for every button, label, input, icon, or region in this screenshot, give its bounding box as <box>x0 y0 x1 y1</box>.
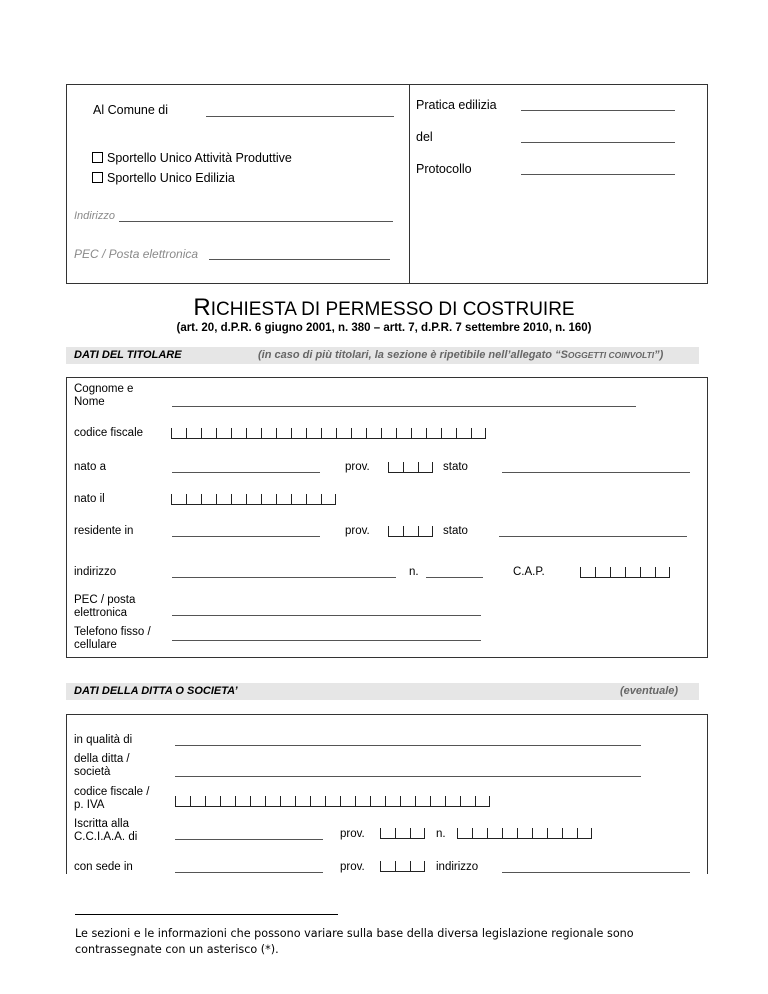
ditta-note: (eventuale) <box>620 685 679 697</box>
footnote: Le sezioni e le informazioni che possono variare sulla base della diversa legislazione regionale sono contrassegnate con un asterisco (*). <box>75 927 634 956</box>
nato-il-label: nato il <box>74 493 105 505</box>
cciaa-field[interactable] <box>175 839 323 840</box>
stato-label-2: stato <box>443 525 468 537</box>
page-subtitle: (art. 20, d.P.R. 6 giugno 2001, n. 380 – artt. 7, d.P.R. 7 settembre 2010, n. 160) <box>176 322 592 334</box>
cognome-label-1: Cognome e <box>74 383 134 395</box>
protocollo-field[interactable] <box>521 174 675 175</box>
ditta-label <box>74 753 130 779</box>
prov-boxes-2[interactable] <box>388 526 433 538</box>
cf-iva-label-1: codice fiscale / <box>74 786 150 798</box>
page-title <box>0 294 768 322</box>
cognome-field[interactable] <box>172 406 636 407</box>
header-divider <box>409 84 410 284</box>
cf-boxes[interactable] <box>171 428 486 440</box>
nato-a-label: nato a <box>74 461 106 473</box>
footnote-separator <box>75 914 338 915</box>
rea-boxes[interactable] <box>457 828 592 840</box>
prov-label: prov. <box>345 461 370 473</box>
titolare-header: DATI DEL TITOLARE <box>74 349 182 361</box>
cognome-label-2: Nome <box>74 396 105 408</box>
indirizzo-label-ditta: indirizzo <box>436 861 479 873</box>
title-rest: ICHIESTA DI PERMESSO DI COSTRUIRE <box>210 299 575 320</box>
comune-label: Al Comune di <box>93 103 169 117</box>
del-label: del <box>416 130 433 144</box>
cciaa-label <box>74 818 137 844</box>
prov-label-3: prov. <box>340 828 365 840</box>
prov-boxes-4[interactable] <box>380 861 425 873</box>
prov-label-4: prov. <box>340 861 365 873</box>
pratica-label: Pratica edilizia <box>416 98 497 112</box>
del-field[interactable] <box>521 142 675 143</box>
qualita-field[interactable] <box>175 745 641 746</box>
title-initial: R <box>193 294 211 321</box>
residente-label: residente in <box>74 525 134 537</box>
checkbox-icon[interactable] <box>92 152 103 163</box>
option-sue[interactable] <box>92 171 235 185</box>
nato-a-field[interactable] <box>172 472 320 473</box>
cciaa-label-2: C.C.I.A.A. di <box>74 831 138 843</box>
sede-field[interactable] <box>175 872 323 873</box>
pratica-field[interactable] <box>521 110 675 111</box>
titolare-note-post: ”) <box>654 349 664 361</box>
cap-boxes[interactable] <box>580 567 670 579</box>
prov-label-2: prov. <box>345 525 370 537</box>
cf-iva-label-2: p. IVA <box>74 799 105 811</box>
civico-label: n. <box>409 566 419 578</box>
residente-field[interactable] <box>172 536 320 537</box>
stato-field[interactable] <box>502 472 690 473</box>
ditta-header: DATI DELLA DITTA O SOCIETA’ <box>74 685 238 697</box>
cciaa-label-1: Iscritta alla <box>74 818 129 830</box>
pec-label-titolare <box>74 594 135 620</box>
ditta-panel <box>66 714 708 874</box>
sede-label: con sede in <box>74 861 133 873</box>
cf-iva-label <box>74 786 149 812</box>
telefono-field[interactable] <box>172 640 481 641</box>
cognome-label <box>74 383 133 409</box>
titolare-note-sc: OGGETTI COINVOLTI <box>567 350 655 360</box>
ditta-label-2: società <box>74 766 111 778</box>
telefono-label-2: cellulare <box>74 639 117 651</box>
pec-label: PEC / Posta elettronica <box>74 247 199 261</box>
stato-field-2[interactable] <box>499 536 687 537</box>
telefono-label-1: Telefono fisso / <box>74 626 151 638</box>
prov-boxes[interactable] <box>388 462 433 474</box>
telefono-label <box>74 626 151 652</box>
titolare-note-pre: (in caso di più titolari, la sezione è ripetibile nell’allegato “S <box>258 349 568 361</box>
civico-field[interactable] <box>426 577 483 578</box>
indirizzo-field[interactable] <box>119 221 393 222</box>
indirizzo-field-ditta[interactable] <box>502 872 690 873</box>
ditta-label-1: della ditta / <box>74 753 130 765</box>
option-suap[interactable] <box>92 151 292 165</box>
cap-label: C.A.P. <box>513 566 545 578</box>
pec-field[interactable] <box>209 259 390 260</box>
stato-label: stato <box>443 461 468 473</box>
prov-boxes-3[interactable] <box>380 828 425 840</box>
nato-il-boxes[interactable] <box>171 494 336 506</box>
option-suap-label: Sportello Unico Attività Produttive <box>107 151 292 165</box>
indirizzo-label-titolare: indirizzo <box>74 566 117 578</box>
option-sue-label: Sportello Unico Edilizia <box>107 171 235 185</box>
rea-label: n. <box>436 828 446 840</box>
indirizzo-field-titolare[interactable] <box>172 577 396 578</box>
cf-iva-boxes[interactable] <box>175 796 490 808</box>
comune-field[interactable] <box>206 116 394 117</box>
indirizzo-label: Indirizzo <box>74 210 115 222</box>
titolare-note <box>258 349 663 361</box>
pec-label-2: elettronica <box>74 607 128 619</box>
pec-field-titolare[interactable] <box>172 615 481 616</box>
pec-label-1: PEC / posta <box>74 594 136 606</box>
checkbox-icon[interactable] <box>92 172 103 183</box>
cf-label: codice fiscale <box>74 427 144 439</box>
protocollo-label: Protocollo <box>416 162 472 176</box>
qualita-label: in qualità di <box>74 734 133 746</box>
ditta-field[interactable] <box>175 776 641 777</box>
